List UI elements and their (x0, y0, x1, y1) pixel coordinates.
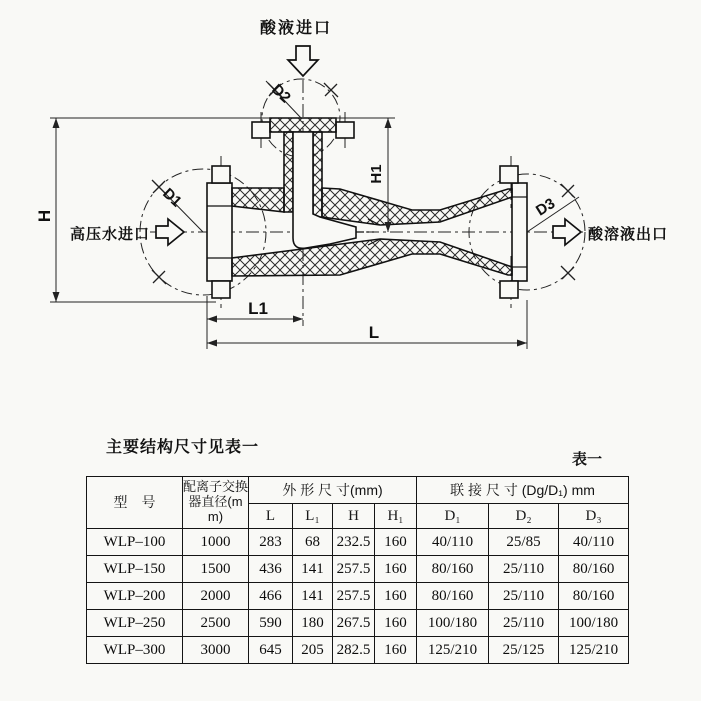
cell-L1: 68 (293, 529, 333, 556)
cell-dia: 1500 (183, 556, 249, 583)
header-D1: D₁ (417, 504, 489, 529)
header-L: L (249, 504, 293, 529)
dim-D1-label: D1 (159, 184, 185, 211)
tee-bolt-right (336, 122, 354, 138)
cell-D1: 100/180 (417, 610, 489, 637)
cell-dia: 3000 (183, 637, 249, 664)
cell-L: 466 (249, 583, 293, 610)
header-D3: D₃ (559, 504, 629, 529)
cell-H: 267.5 (333, 610, 375, 637)
dim-L-label: L (368, 323, 380, 342)
left-flange-plate (207, 183, 232, 281)
cell-H1: 160 (375, 529, 417, 556)
body-walls (232, 118, 512, 276)
cell-D3: 40/110 (559, 529, 629, 556)
water-inlet-arrow-icon (156, 219, 184, 245)
header-L1: L₁ (293, 504, 333, 529)
table-caption: 主要结构尺寸见表一 (106, 439, 260, 456)
cell-L1: 180 (293, 610, 333, 637)
table-row (87, 529, 629, 556)
table-row (87, 556, 629, 583)
cell-D3: 100/180 (559, 610, 629, 637)
table-row (87, 637, 629, 664)
header-exchanger-diameter: 配离子交换器直径(mm) (183, 477, 249, 529)
cell-dia: 1000 (183, 529, 249, 556)
cell-D1: 80/160 (417, 556, 489, 583)
right-flange-plate (512, 183, 527, 281)
header-connection-group: 联 接 尺 寸 (Dg/D₁) mm (417, 477, 629, 504)
cell-H1: 160 (375, 583, 417, 610)
cell-D3: 125/210 (559, 637, 629, 664)
outlet-label: 酸溶液出口 (588, 226, 669, 243)
cell-L: 436 (249, 556, 293, 583)
cell-D1: 125/210 (417, 637, 489, 664)
cell-L: 645 (249, 637, 293, 664)
cell-model: WLP–200 (87, 583, 183, 610)
cell-H1: 160 (375, 637, 417, 664)
cell-D1: 40/110 (417, 529, 489, 556)
right-flange-bolt-top (500, 166, 518, 183)
cell-L1: 141 (293, 583, 333, 610)
cell-H: 257.5 (333, 583, 375, 610)
cell-D1: 80/160 (417, 583, 489, 610)
cell-dia: 2500 (183, 610, 249, 637)
cell-D2: 25/110 (489, 583, 559, 610)
water-inlet-label: 高压水进口 (69, 226, 150, 243)
cell-model: WLP–300 (87, 637, 183, 664)
dim-D2-label: D2 (268, 80, 294, 107)
cell-D2: 25/85 (489, 529, 559, 556)
cell-D3: 80/160 (559, 556, 629, 583)
cell-model: WLP–100 (87, 529, 183, 556)
cell-D2: 25/110 (489, 610, 559, 637)
dimension-table (86, 476, 629, 664)
cell-dia: 2000 (183, 583, 249, 610)
header-outline-group: 外 形 尺 寸(mm) (249, 477, 417, 504)
cell-H1: 160 (375, 556, 417, 583)
top-wall-left (232, 188, 284, 212)
tee-wall-right (313, 132, 322, 217)
dim-H-label: H (35, 209, 54, 223)
left-flange-bolt-bottom (212, 281, 230, 298)
dim-D3-label: D3 (532, 194, 559, 220)
dim-L1-label: L1 (248, 299, 268, 318)
drawing-labels (35, 18, 668, 342)
right-flange-bolt-bottom (500, 281, 518, 298)
cell-H: 282.5 (333, 637, 375, 664)
tee-flange (270, 118, 336, 132)
header-model: 型 号 (87, 477, 183, 529)
acid-inlet-label: 酸液进口 (259, 20, 333, 37)
cell-model: WLP–250 (87, 610, 183, 637)
table-row (87, 610, 629, 637)
cell-H: 257.5 (333, 556, 375, 583)
left-flange-bolt-top (212, 166, 230, 183)
cell-H1: 160 (375, 610, 417, 637)
cell-L: 590 (249, 610, 293, 637)
cell-H: 232.5 (333, 529, 375, 556)
cell-L1: 141 (293, 556, 333, 583)
header-D2: D₂ (489, 504, 559, 529)
dim-H1-label: H1 (368, 164, 385, 184)
cell-D2: 25/125 (489, 637, 559, 664)
table-number-label: 表一 (572, 451, 603, 468)
header-H1: H₁ (375, 504, 417, 529)
cell-D3: 80/160 (559, 583, 629, 610)
acid-inlet-arrow-icon (288, 46, 318, 76)
cell-model: WLP–150 (87, 556, 183, 583)
table-row (87, 583, 629, 610)
header-H: H (333, 504, 375, 529)
tee-wall-left (284, 132, 293, 212)
tee-bolt-left (252, 122, 270, 138)
cell-L: 283 (249, 529, 293, 556)
cell-L1: 205 (293, 637, 333, 664)
outlet-arrow-icon (553, 219, 581, 245)
cell-D2: 25/110 (489, 556, 559, 583)
